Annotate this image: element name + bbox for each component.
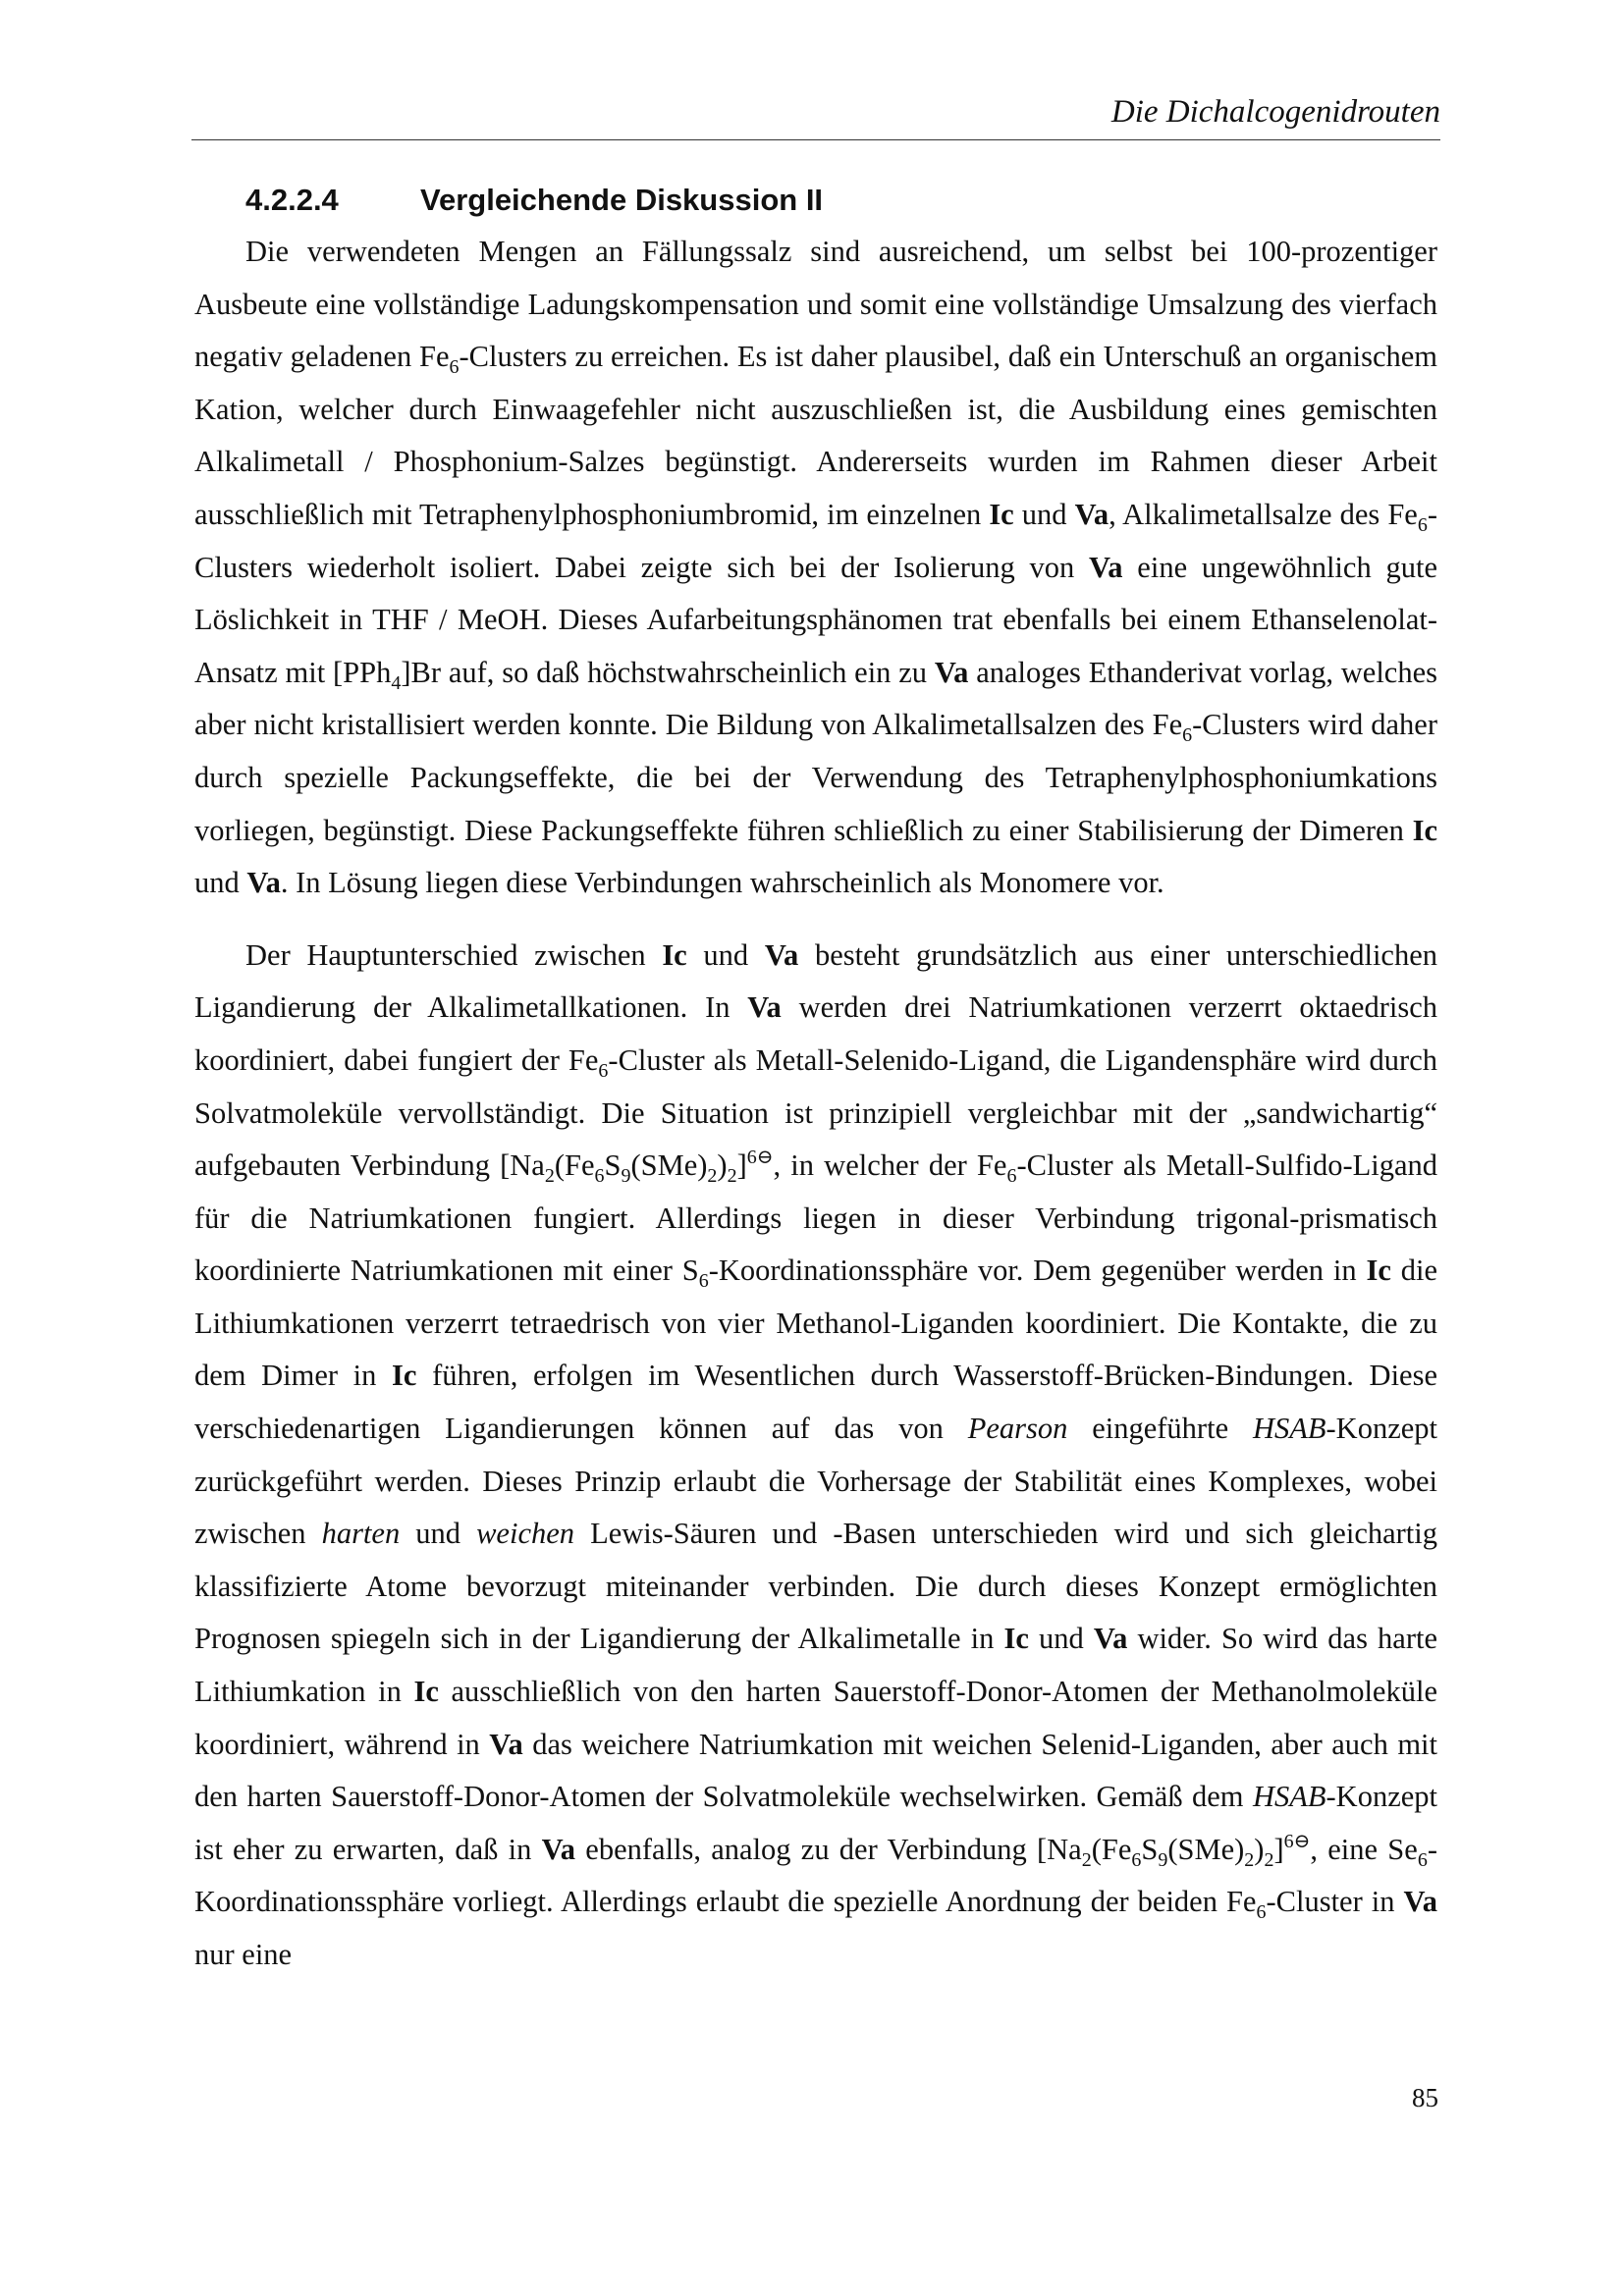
emphasis-text: harten — [321, 1517, 401, 1551]
compound-label: Va — [1074, 497, 1109, 531]
subscript-text: 6 — [449, 356, 460, 379]
subscript-text: 6 — [698, 1270, 709, 1293]
section-heading — [245, 179, 1437, 222]
supscript-text: 6⊖ — [1283, 1830, 1311, 1852]
subscript-text: 9 — [621, 1165, 631, 1188]
emphasis-text: Pearson — [967, 1412, 1068, 1446]
subscript-text: 2 — [544, 1165, 555, 1188]
compound-label: Ic — [1412, 813, 1437, 847]
compound-label: Ic — [1366, 1254, 1391, 1288]
compound-label: Va — [764, 937, 799, 972]
compound-label: Ic — [413, 1675, 439, 1709]
body-paragraph: Der Hauptunterschied zwischen Ic und Va besteht grundsätzlich aus einer unterschiedlichen Ligandierung der Alkalimetallkationen. In Va werden drei Natriumkationen verzerrt oktaedrisch koordiniert, dabei fungiert der $Fe_6$-Cluster als Metall-Selenido-Ligand, die Ligandensphäre wird durch Solvatmoleküle vervollständigt. Die Situation ist prinzipiell vergleichbar mit der „sandwichartig“ aufgebauten Verbindung $[Na_2(Fe_6S_9(SMe)_2)_2]^{6⊖}$, in welcher der $Fe_6$-Cluster als Metall-Sulfido-Ligand für die Natriumkationen fungiert. Allerdings liegen in dieser Verbindung trigonal-prismatisch koordinierte Natriumkationen mit einer $S_6$-Koordinationssphäre vor. Dem gegenüber werden in Ic die Lithiumkationen verzerrt tetraedrisch von vier Methanol-Liganden koordiniert. Die Kontakte, die zu dem Dimer in Ic führen, erfolgen im Wesentlichen durch Wasserstoff-Brücken-Bindungen. Diese verschiedenartigen Ligandierungen können auf das von Pearson eingeführte HSAB-Konzept zurückgeführt werden. Dieses Prinzip erlaubt die Vorhersage der Stabilität eines Komplexes, wobei zwischen harten und weichen Lewis-Säuren und -Basen unterschieden wird und sich gleichartig klassifizierte Atome bevorzugt miteinander verbinden. Die durch dieses Konzept ermöglichten Prognosen spiegeln sich in der Ligandierung der Alkalimetalle in Ic und Va wider. So wird das harte Lithiumkation in Ic ausschließlich von den harten Sauerstoff-Donor-Atomen der Methanolmoleküle koordiniert, während in Va das weichere Natriumkation mit weichen Selenid-Liganden, aber auch mit den harten Sauerstoff-Donor-Atomen der Solvatmoleküle wechselwirken. Gemäß dem HSAB-Konzept ist eher zu erwarten, daß in Va ebenfalls, analog zu der Verbindung $[Na_2(Fe_6S_9(SMe)_2)_2]^{6⊖}$, eine $Se_6$-Koordinationssphäre vorliegt. Allerdings erlaubt die spezielle Anordnung der beiden $Fe_6$-Cluster in Va nur eine — [194, 937, 1438, 1971]
subscript-text: 2 — [707, 1165, 718, 1188]
emphasis-text: weichen — [476, 1517, 575, 1551]
subscript-text: 6 — [1256, 1901, 1267, 1924]
subscript-text: 2 — [727, 1165, 737, 1188]
compound-label: Va — [747, 990, 782, 1025]
page-body — [194, 179, 1437, 1982]
section-title: Vergleichende Diskussion II — [420, 183, 824, 217]
compound-label: Va — [246, 866, 281, 900]
compound-label: Va — [541, 1832, 576, 1866]
running-header-title: Die Dichalcogenidrouten — [1110, 94, 1440, 130]
compound-label: Va — [489, 1727, 523, 1761]
subscript-text: 6 — [1417, 1848, 1428, 1871]
subscript-text: 6 — [598, 1059, 609, 1082]
subscript-text: 2 — [1244, 1848, 1255, 1871]
supscript-text: 6⊖ — [746, 1147, 774, 1169]
subscript-text: 4 — [391, 671, 402, 694]
subscript-text: 6 — [1006, 1165, 1017, 1188]
subscript-text: 2 — [1264, 1848, 1274, 1871]
subscript-text: 6 — [1417, 513, 1428, 536]
page-number: 85 — [1412, 2083, 1438, 2112]
section-number: 4.2.2.4 — [245, 183, 339, 217]
subscript-text: 6 — [1182, 724, 1193, 747]
compound-label: Va — [1089, 550, 1123, 584]
compound-label: Ic — [989, 497, 1014, 531]
subscript-text: 2 — [1081, 1848, 1092, 1871]
subscript-text: 9 — [1158, 1848, 1168, 1871]
subscript-text: 6 — [1131, 1848, 1142, 1871]
compound-label: Va — [1093, 1622, 1128, 1656]
compound-label: Ic — [392, 1359, 417, 1393]
emphasis-text: HSAB — [1252, 1780, 1326, 1814]
compound-label: Va — [1403, 1885, 1437, 1919]
emphasis-text: HSAB — [1252, 1412, 1326, 1446]
body-paragraph: Die verwendeten Mengen an Fällungssalz sind ausreichend, um selbst bei 100-prozentiger Ausbeute eine vollständige Ladungskompensation und somit eine vollständige Umsalzung des vierfach negativ geladenen $Fe_6$-Clusters zu erreichen. Es ist daher plausibel, daß ein Unterschuß an organischem Kation, welcher durch Einwaagefehler nicht auszuschließen ist, die Ausbildung eines gemischten Alkalimetall / Phosphonium-Salzes begünstigt. Andererseits wurden im Rahmen dieser Arbeit ausschließlich mit Tetraphenylphosphoniumbromid, im einzelnen Ic und Va, Alkalimetallsalze des $Fe_6$-Clusters wiederholt isoliert. Dabei zeigte sich bei der Isolierung von Va eine ungewöhnlich gute Löslichkeit in THF / MeOH. Dieses Aufarbeitungsphänomen trat ebenfalls bei einem Ethanselenolat-Ansatz mit [PPh$_4$]Br auf, so daß höchstwahrscheinlich ein zu Va analoges Ethanderivat vorlag, welches aber nicht kristallisiert werden konnte. Die Bildung von Alkalimetallsalzen des $Fe_6$-Clusters wird daher durch spezielle Packungseffekte, die bei der Verwendung des Tetraphenylphosphoniumkations vorliegen, begünstigt. Diese Packungseffekte führen schließlich zu einer Stabilisierung der Dimeren Ic und Va. In Lösung liegen diese Verbindungen wahrscheinlich als Monomere vor. — [194, 235, 1438, 900]
subscript-text: 6 — [594, 1165, 605, 1188]
running-header — [191, 94, 1440, 140]
compound-label: Ic — [1003, 1622, 1029, 1656]
compound-label: Ic — [662, 937, 687, 972]
compound-label: Va — [934, 655, 969, 689]
